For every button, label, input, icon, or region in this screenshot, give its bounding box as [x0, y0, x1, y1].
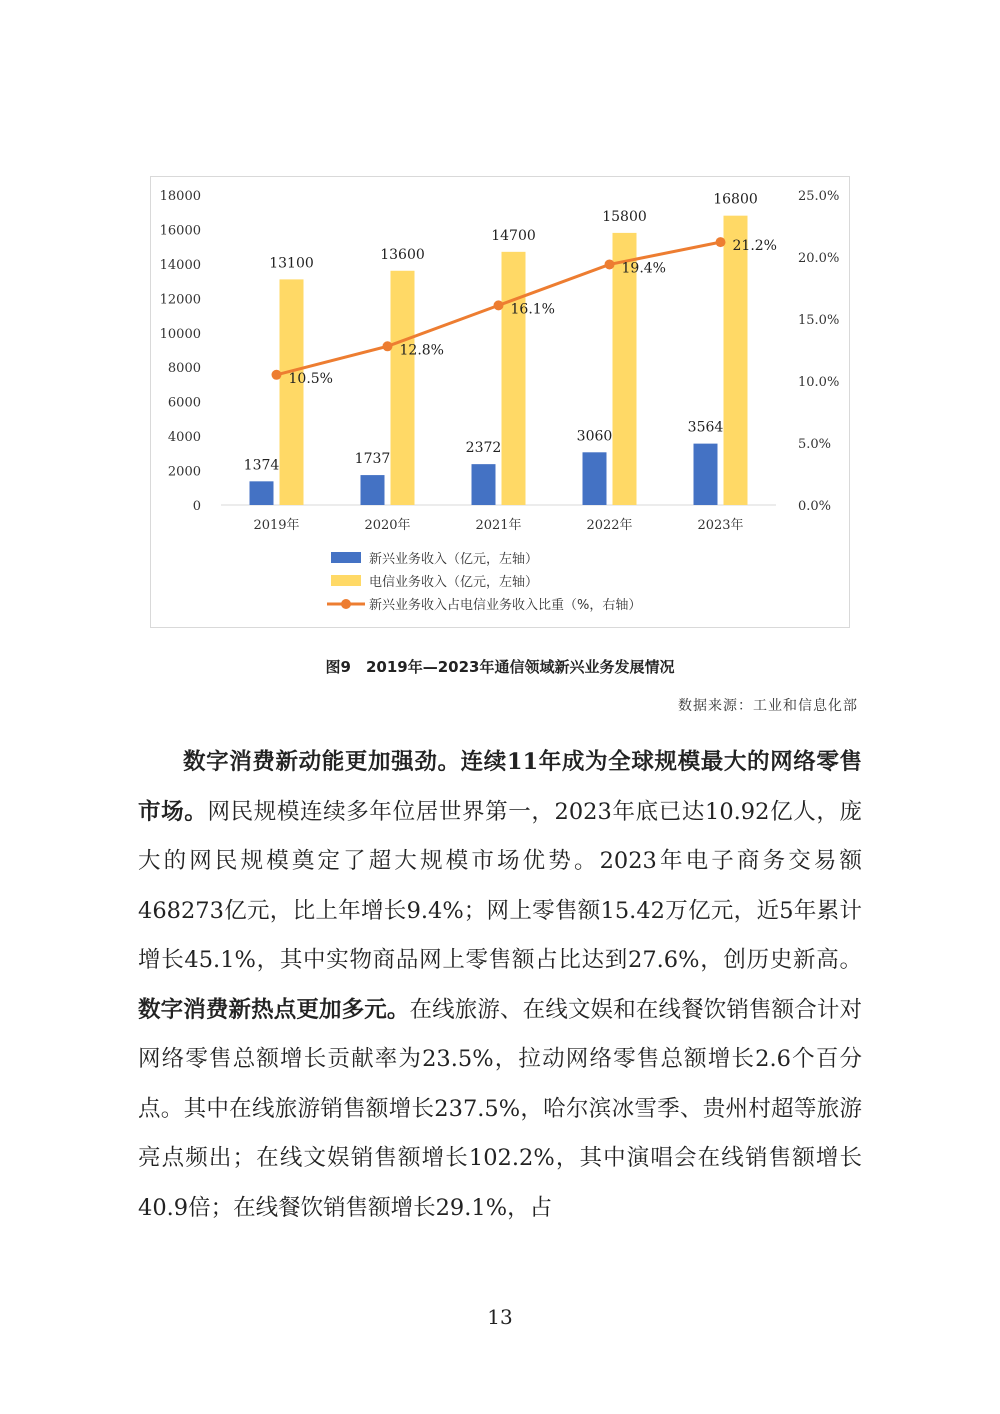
line-point	[383, 341, 393, 351]
y-left-tick-label: 6000	[167, 395, 201, 411]
y-right-tick-label: 20.0%	[798, 251, 840, 266]
legend-label: 新兴业务收入占电信业务收入比重（%，右轴）	[369, 598, 642, 613]
bar-emerging	[694, 444, 718, 505]
body-text-1: 网民规模连续多年位居世界第一，2023年底已达10.92亿人，庞大的网民规模奠定了超大规模市场优势。2023年电子商务交易额468273亿元，比上年增长9.4%；网上零售额15.42万亿元，近5年累计增长45.1%，其中实物商品网上零售额占比达到27.6%，创历史新高。	[138, 798, 862, 973]
line-data-label: 12.8%	[399, 342, 444, 359]
bar-emerging	[250, 481, 274, 505]
line-data-label: 16.1%	[510, 301, 555, 318]
bold-lead-1: 数字消费新动能更加强劲。连续11年成为全球规模最大的网络零售市场。	[138, 749, 862, 825]
x-tick-label: 2020年	[364, 518, 411, 533]
legend-label: 新兴业务收入（亿元，左轴）	[369, 552, 539, 567]
chart	[151, 177, 851, 629]
bar-data-label: 1737	[354, 451, 391, 468]
y-left-tick-label: 4000	[167, 430, 201, 446]
legend-label: 电信业务收入（亿元，左轴）	[369, 575, 539, 590]
legend-swatch	[331, 552, 361, 563]
y-left-tick-label: 2000	[167, 464, 201, 480]
figure-caption: 图9 2019年—2023年通信领域新兴业务发展情况	[325, 658, 675, 676]
page-number: 13	[487, 1305, 513, 1329]
bar-data-label: 3564	[687, 419, 724, 436]
line-data-label: 21.2%	[732, 238, 777, 255]
bar-data-label: 13600	[380, 246, 425, 263]
legend-swatch-marker	[341, 599, 351, 609]
bar-emerging	[361, 475, 385, 505]
x-tick-label: 2019年	[253, 518, 300, 533]
bar-emerging	[583, 452, 607, 505]
y-left-tick-label: 12000	[159, 292, 201, 308]
line-data-label: 10.5%	[288, 370, 333, 387]
y-left-tick-label: 14000	[159, 257, 201, 273]
bar-telecom	[280, 279, 304, 505]
y-right-tick-label: 5.0%	[798, 437, 832, 452]
chart-container	[150, 176, 850, 628]
line-point	[272, 370, 282, 380]
bar-telecom	[724, 216, 748, 505]
bar-data-label: 14700	[491, 227, 536, 244]
bar-telecom	[391, 271, 415, 505]
line-point	[605, 259, 615, 269]
line-point	[494, 300, 504, 310]
y-right-tick-label: 10.0%	[798, 375, 840, 390]
bar-data-label: 2372	[465, 440, 502, 457]
bar-data-label: 3060	[576, 428, 613, 445]
bar-data-label: 1374	[243, 457, 280, 474]
bar-data-label: 13100	[269, 255, 314, 272]
y-right-tick-label: 0.0%	[798, 499, 832, 514]
data-source: 数据来源：工业和信息化部	[678, 698, 858, 714]
y-left-tick-label: 10000	[159, 326, 201, 342]
bar-telecom	[502, 252, 526, 505]
bar-data-label: 16800	[713, 191, 758, 208]
bar-emerging	[472, 464, 496, 505]
body-text-2: 在线旅游、在线文娱和在线餐饮销售额合计对网络零售总额增长贡献率为23.5%，拉动网络零售总额增长2.6个百分点。其中在线旅游销售额增长237.5%，哈尔滨冰雪季、贵州村超等旅游亮点频出；在线文娱销售额增长102.2%，其中演唱会在线销售额增长40.9倍；在线餐饮销售额增长29.1%，占	[138, 996, 862, 1221]
bold-lead-2: 数字消费新热点更加多元。	[138, 996, 410, 1023]
line-data-label: 19.4%	[621, 260, 666, 277]
y-left-tick-label: 16000	[159, 223, 201, 239]
bar-data-label: 15800	[602, 208, 647, 225]
x-tick-label: 2023年	[697, 518, 744, 533]
y-left-tick-label: 0	[192, 499, 201, 514]
y-right-tick-label: 25.0%	[798, 189, 840, 204]
line-point	[716, 237, 726, 247]
body-paragraph	[138, 738, 862, 1233]
legend-swatch	[331, 575, 361, 586]
x-tick-label: 2022年	[586, 518, 633, 533]
y-left-tick-label: 18000	[159, 189, 201, 204]
y-left-tick-label: 8000	[167, 361, 201, 377]
y-right-tick-label: 15.0%	[798, 313, 840, 328]
x-tick-label: 2021年	[475, 518, 522, 533]
